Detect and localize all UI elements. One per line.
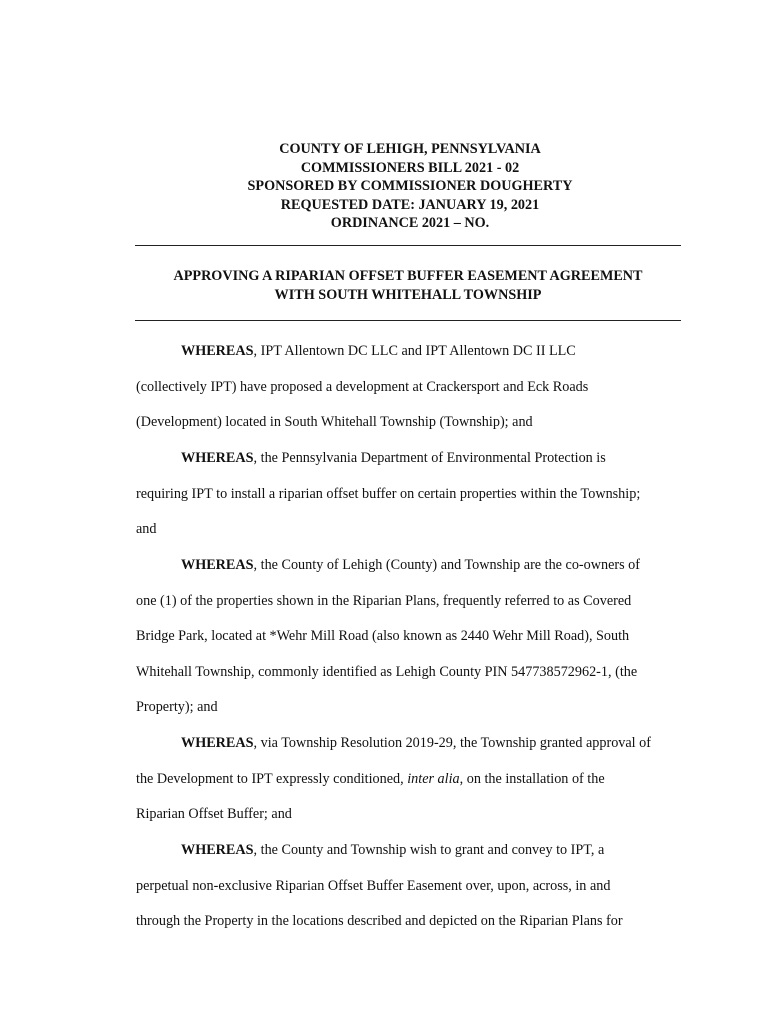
body-line: (Development) located in South Whitehall Township (Township); and <box>136 414 533 430</box>
body-line: through the Property in the locations described and depicted on the Riparian Plans for <box>136 913 623 929</box>
body-line: WHEREAS, the County of Lehigh (County) and Township are the co-owners of <box>181 557 640 573</box>
body-line: WHEREAS, the County and Township wish to grant and convey to IPT, a <box>181 842 605 858</box>
body-line: the Development to IPT expressly conditioned, inter alia, on the installation of the <box>136 771 605 787</box>
body-line: one (1) of the properties shown in the Riparian Plans, frequently referred to as Covered <box>136 593 632 609</box>
body-line: requiring IPT to install a riparian offset buffer on certain properties within the Township; <box>136 486 641 502</box>
body-line: perpetual non-exclusive Riparian Offset Buffer Easement over, upon, across, in and <box>136 878 611 894</box>
header-date-line: REQUESTED DATE: JANUARY 19, 2021 <box>280 196 540 213</box>
whereas-label: WHEREAS <box>181 735 254 751</box>
body-line: and <box>136 521 157 537</box>
header-ordinance-line: ORDINANCE 2021 – NO. <box>330 215 490 232</box>
header-sponsor-line: SPONSORED BY COMMISSIONER DOUGHERTY <box>247 178 573 195</box>
header-county-line: COUNTY OF LEHIGH, PENNSYLVANIA <box>279 141 541 157</box>
body-line: Riparian Offset Buffer; and <box>136 806 292 822</box>
body-line: Whitehall Township, commonly identified as Lehigh County PIN 547738572962-1, (the <box>136 664 638 680</box>
header-bill-line: COMMISSIONERS BILL 2021 - 02 <box>300 159 520 176</box>
ordinance-title <box>130 267 686 304</box>
top-divider <box>135 245 681 246</box>
whereas-label: WHEREAS <box>181 343 254 359</box>
bottom-divider <box>135 320 681 321</box>
title-line-1: APPROVING A RIPARIAN OFFSET BUFFER EASEMENT AGREEMENT <box>173 268 643 284</box>
latin-phrase: inter alia <box>407 771 460 787</box>
body-line: WHEREAS, via Township Resolution 2019-29, the Township granted approval of <box>181 735 651 751</box>
body-line: Property); and <box>136 699 218 715</box>
body-line: Bridge Park, located at *Wehr Mill Road (also known as 2440 Wehr Mill Road), South <box>136 628 630 644</box>
whereas-label: WHEREAS <box>181 450 254 466</box>
body-line: (collectively IPT) have proposed a development at Crackersport and Eck Roads <box>136 379 589 395</box>
title-line-2: WITH SOUTH WHITEHALL TOWNSHIP <box>274 286 542 303</box>
body-line: WHEREAS, the Pennsylvania Department of Environmental Protection is <box>181 450 606 466</box>
whereas-label: WHEREAS <box>181 557 254 573</box>
bill-header <box>0 140 770 233</box>
body-line: WHEREAS, IPT Allentown DC LLC and IPT Allentown DC II LLC <box>181 343 576 359</box>
whereas-label: WHEREAS <box>181 842 254 858</box>
